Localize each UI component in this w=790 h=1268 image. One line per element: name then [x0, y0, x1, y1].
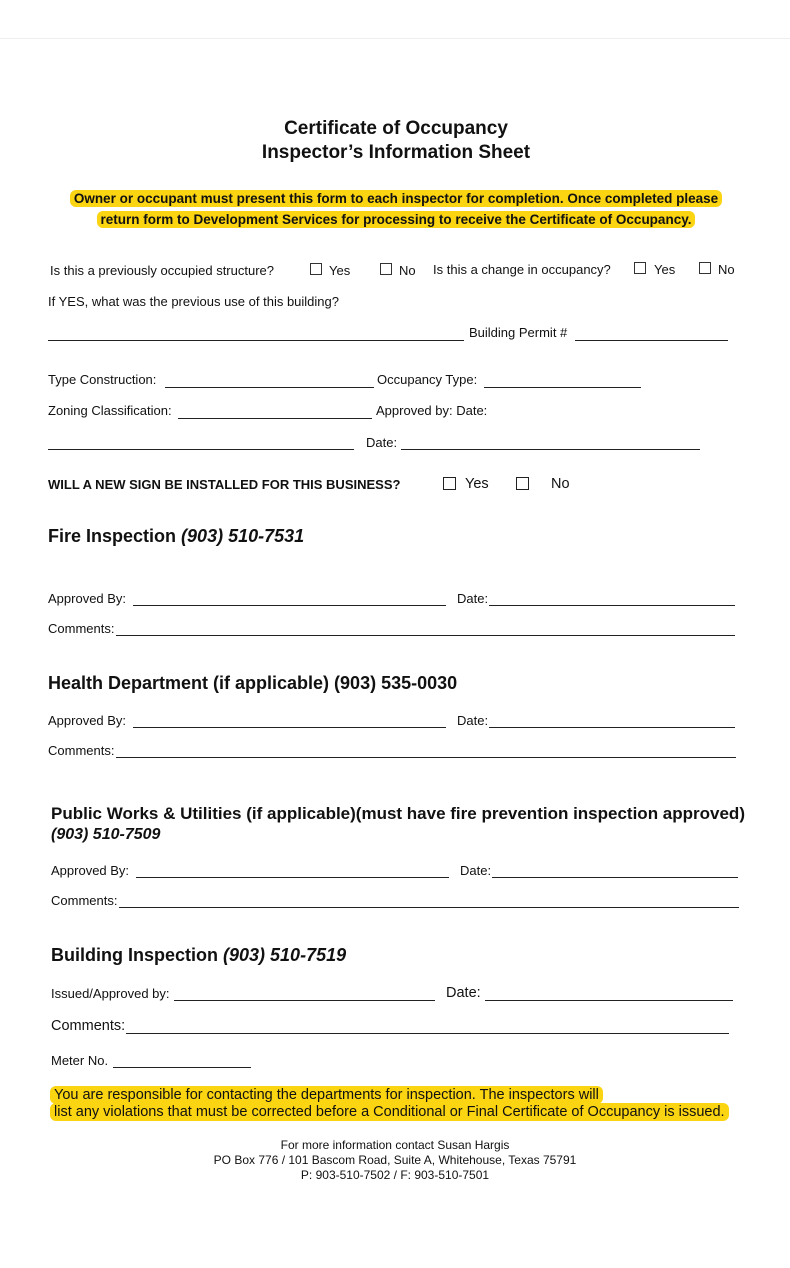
occupancy-type-label: Occupancy Type:: [377, 372, 478, 387]
zoning-classification-label: Zoning Classification:: [48, 403, 172, 418]
health-department-heading: Health Department (if applicable) (903) 535-0030: [48, 673, 458, 693]
public-works-phone: (903) 510-7509: [51, 826, 161, 843]
zoning-date-label: Date:: [366, 435, 398, 450]
approved-by-date-label: Approved by: Date:: [376, 403, 488, 418]
zoning-classification-field[interactable]: [178, 418, 372, 419]
occupancy-type-field[interactable]: [484, 387, 641, 388]
type-construction-label: Type Construction:: [48, 372, 157, 387]
fire-comments-field[interactable]: [116, 635, 735, 636]
building-inspection-title: Building Inspection: [51, 945, 218, 965]
health-approved-by-label: Approved By:: [48, 713, 127, 728]
fire-comments-label: Comments:: [48, 621, 115, 636]
public-works-comments-label: Comments:: [51, 893, 118, 908]
footer-phone-fax: P: 903-510-7502 / F: 903-510-7501: [300, 1168, 490, 1182]
meter-no-label: Meter No.: [51, 1053, 109, 1068]
notice-line-2: return form to Development Services for processing to receive the Certificate of Occupancy.: [97, 211, 696, 228]
footer-address: PO Box 776 / 101 Bascom Road, Suite A, Whitehouse, Texas 75791: [213, 1153, 577, 1167]
page-top-border: [0, 38, 790, 39]
public-works-phone-wrap: [51, 824, 160, 846]
change-occupancy-no-label: No: [718, 262, 735, 277]
new-sign-question: WILL A NEW SIGN BE INSTALLED FOR THIS BUSINESS?: [48, 477, 401, 492]
public-works-approved-by-field[interactable]: [136, 877, 449, 878]
previously-occupied-yes-label: Yes: [329, 263, 351, 278]
building-date-field[interactable]: [485, 1000, 733, 1001]
fire-approved-by-label: Approved By:: [48, 591, 127, 606]
new-sign-yes-label: Yes: [465, 476, 489, 492]
fire-date-label: Date:: [457, 591, 489, 606]
previous-use-question: If YES, what was the previous use of this building?: [48, 294, 339, 309]
health-comments-field[interactable]: [116, 757, 736, 758]
new-sign-no-checkbox[interactable]: [516, 477, 529, 490]
previously-occupied-yes-checkbox[interactable]: [310, 263, 322, 275]
zoning-date-field[interactable]: [401, 449, 700, 450]
notice-text: [50, 188, 742, 230]
fire-inspection-phone: (903) 510-7531: [181, 526, 305, 546]
building-permit-field[interactable]: [575, 340, 728, 341]
page-subtitle: Inspector’s Information Sheet: [261, 142, 531, 163]
building-comments-field[interactable]: [126, 1033, 729, 1034]
health-comments-label: Comments:: [48, 743, 115, 758]
meter-no-field[interactable]: [113, 1067, 251, 1068]
public-works-date-field[interactable]: [492, 877, 738, 878]
issued-approved-by-label: Issued/Approved by:: [51, 986, 170, 1001]
notice-line-1: Owner or occupant must present this form to each inspector for completion. Once completed please: [70, 190, 722, 207]
public-works-approved-by-label: Approved By:: [51, 863, 130, 878]
change-occupancy-no-checkbox[interactable]: [699, 262, 711, 274]
fire-date-field[interactable]: [489, 605, 735, 606]
change-occupancy-question: Is this a change in occupancy?: [433, 262, 611, 277]
previously-occupied-question: Is this a previously occupied structure?: [50, 263, 274, 278]
building-date-label: Date:: [446, 985, 481, 1001]
health-approved-by-field[interactable]: [133, 727, 446, 728]
responsibility-line-2: list any violations that must be corrected before a Conditional or Final Certificate of Occupancy is issued.: [50, 1103, 729, 1121]
health-date-field[interactable]: [489, 727, 735, 728]
previous-use-field[interactable]: [48, 340, 464, 341]
fire-inspection-heading: [48, 525, 304, 547]
building-comments-label: Comments:: [51, 1018, 126, 1034]
zoning-approved-by-field[interactable]: [48, 449, 354, 450]
building-permit-label: Building Permit #: [469, 325, 568, 340]
page-title: Certificate of Occupancy: [284, 118, 508, 139]
health-date-label: Date:: [457, 713, 489, 728]
issued-approved-by-field[interactable]: [174, 1000, 435, 1001]
building-inspection-heading: [51, 944, 346, 966]
change-occupancy-yes-checkbox[interactable]: [634, 262, 646, 274]
responsibility-line-1: You are responsible for contacting the departments for inspection. The inspectors will: [50, 1086, 603, 1104]
new-sign-no-label: No: [551, 476, 570, 492]
type-construction-field[interactable]: [165, 387, 374, 388]
public-works-title: Public Works & Utilities (if applicable)(must have fire prevention inspection approved): [51, 804, 745, 823]
public-works-date-label: Date:: [460, 863, 492, 878]
public-works-comments-field[interactable]: [119, 907, 739, 908]
previously-occupied-no-label: No: [399, 263, 416, 278]
previously-occupied-no-checkbox[interactable]: [380, 263, 392, 275]
building-inspection-phone: (903) 510-7519: [223, 945, 347, 965]
fire-inspection-title: Fire Inspection: [48, 526, 177, 546]
change-occupancy-yes-label: Yes: [654, 262, 676, 277]
fire-approved-by-field[interactable]: [133, 605, 446, 606]
footer-contact: For more information contact Susan Hargis: [280, 1138, 510, 1152]
new-sign-yes-checkbox[interactable]: [443, 477, 456, 490]
responsibility-notice: [50, 1087, 750, 1121]
